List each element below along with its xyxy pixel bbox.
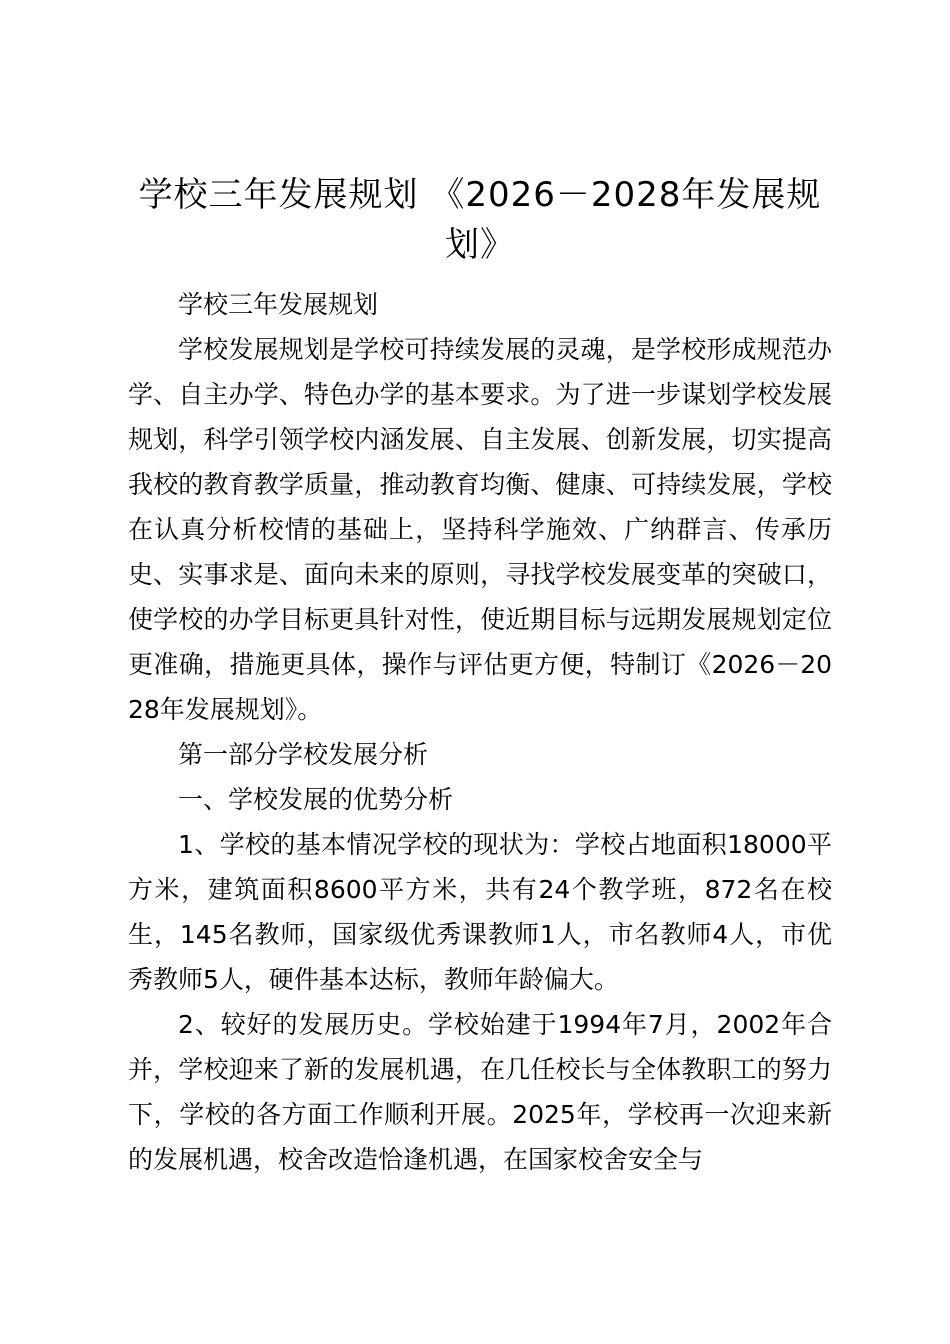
basic-info-paragraph: 1、学校的基本情况学校的现状为：学校占地面积18000平方米，建筑面积8600平方米，共有24个教学班，872名在校生，145名教师，国家级优秀课教师1人，市名教师4人，市优秀教师5人，硬件基本达标，教师年龄偏大。	[128, 830, 832, 994]
document-title: 学校三年发展规划 《2026－2028年发展规划》	[138, 175, 822, 265]
document-page	[128, 170, 832, 1182]
subsection-heading: 一、学校发展的优势分析	[178, 785, 454, 814]
section-heading: 第一部分学校发展分析	[178, 740, 429, 769]
intro-paragraph: 学校发展规划是学校可持续发展的灵魂，是学校形成规范办学、自主办学、特色办学的基本要求。为了进一步谋划学校发展规划，科学引领学校内涵发展、自主发展、创新发展，切实提高我校的教育教学质量，推动教育均衡、健康、可持续发展，学校在认真分析校情的基础上，坚持科学施效、广纳群言、传承历史、实事求是、面向未来的原则，寻找学校发展变革的突破口，使学校的办学目标更具针对性，使近期目标与远期发展规划定位更准确，措施更具体，操作与评估更方便，特制订《2026－2028年发展规划》。	[128, 335, 832, 724]
history-paragraph: 2、较好的发展历史。学校始建于1994年7月，2002年合并，学校迎来了新的发展机遇，在几任校长与全体教职工的努力下，学校的各方面工作顺利开展。2025年，学校再一次迎来新的发展机遇，校舍改造恰逢机遇，在国家校舍安全与	[128, 1010, 832, 1174]
subtitle-paragraph: 学校三年发展规划	[178, 290, 379, 319]
